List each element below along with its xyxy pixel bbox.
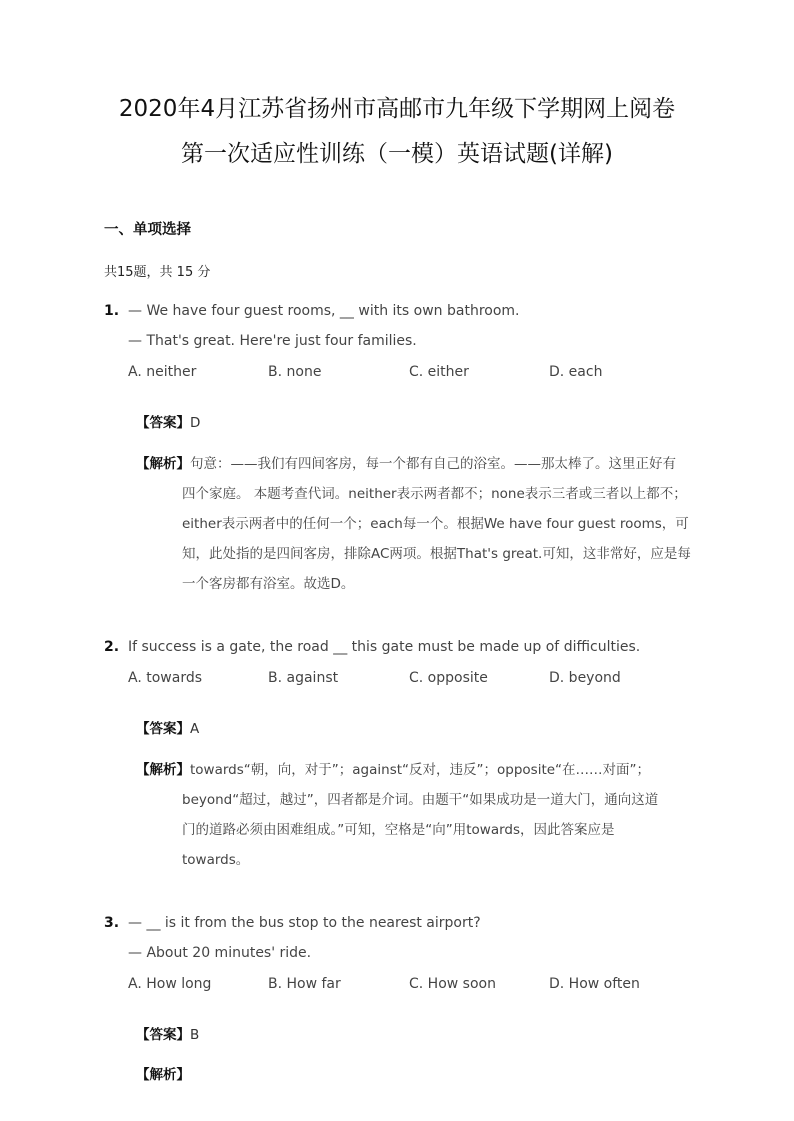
option-b: B. against xyxy=(268,670,339,686)
answer-row xyxy=(136,411,200,431)
explanation-row xyxy=(136,452,676,472)
explanation-row xyxy=(136,1063,190,1083)
explanation-line: towards“朝，向，对于”；against“反对，违反”；opposite“在……对面”； xyxy=(190,762,651,778)
explanation-line: 知，此处指的是四间客房，排除AC两项。根据That's great.可知，这非常好，应是每 xyxy=(182,546,691,562)
option-b: B. none xyxy=(268,364,322,380)
option-b: B. How far xyxy=(268,976,341,992)
option-a: A. How long xyxy=(128,976,212,992)
explanation-label: 【解析】 xyxy=(136,762,190,778)
question-stem-line: — __ is it from the bus stop to the nearest airport? xyxy=(128,915,481,931)
answer-label: 【答案】 xyxy=(136,721,190,737)
answer-value: D xyxy=(190,415,201,431)
question-stem-line: — About 20 minutes' ride. xyxy=(128,945,312,961)
option-c: C. either xyxy=(409,364,469,380)
question-stem-line: — We have four guest rooms, __ with its own bathroom. xyxy=(128,303,520,319)
explanation-label: 【解析】 xyxy=(136,1067,190,1083)
question-number: 3. xyxy=(104,915,120,931)
answer-value: A xyxy=(190,721,200,737)
question-stem-line: — That's great. Here're just four families. xyxy=(128,333,417,349)
answer-row xyxy=(136,1023,199,1043)
option-d: D. each xyxy=(549,364,603,380)
explanation-line: either表示两者中的任何一个；each每一个。根据We have four guest rooms，可 xyxy=(182,516,689,532)
explanation-line: 一个客房都有浴室。故选D。 xyxy=(182,576,355,592)
answer-row xyxy=(136,717,199,737)
option-a: A. towards xyxy=(128,670,203,686)
explanation-row xyxy=(136,758,650,778)
explanation-line: 门的道路必须由困难组成。”可知，空格是“向”用towards，因此答案应是 xyxy=(182,822,615,838)
option-c: C. How soon xyxy=(409,976,496,992)
explanation-line: 四个家庭。 本题考查代词。neither表示两者都不；none表示三者或三者以上都不； xyxy=(182,486,687,502)
document-title-line-1: 2020年4月江苏省扬州市高邮市九年级下学期网上阅卷 xyxy=(118,96,676,122)
section-heading: 一、单项选择 xyxy=(104,222,191,238)
option-c: C. opposite xyxy=(409,670,488,686)
question-number: 2. xyxy=(104,639,120,655)
option-a: A. neither xyxy=(128,364,197,380)
question-number: 1. xyxy=(104,303,120,319)
document-title-line-2: 第一次适应性训练（一模）英语试题(详解) xyxy=(181,141,613,167)
answer-label: 【答案】 xyxy=(136,1027,190,1043)
explanation-label: 【解析】 xyxy=(136,456,190,472)
option-d: D. beyond xyxy=(549,670,621,686)
answer-label: 【答案】 xyxy=(136,415,190,431)
explanation-line: 句意：——我们有四间客房，每一个都有自己的浴室。——那太棒了。这里正好有 xyxy=(190,456,676,472)
explanation-line: towards。 xyxy=(182,852,250,868)
option-d: D. How often xyxy=(549,976,640,992)
answer-value: B xyxy=(190,1027,200,1043)
explanation-line: beyond“超过，越过”，四者都是介词。由题干“如果成功是一道大门，通向这道 xyxy=(182,792,659,808)
section-count: 共15题，共 15 分 xyxy=(104,265,211,280)
question-stem-line: If success is a gate, the road __ this gate must be made up of difficulties. xyxy=(128,639,641,655)
